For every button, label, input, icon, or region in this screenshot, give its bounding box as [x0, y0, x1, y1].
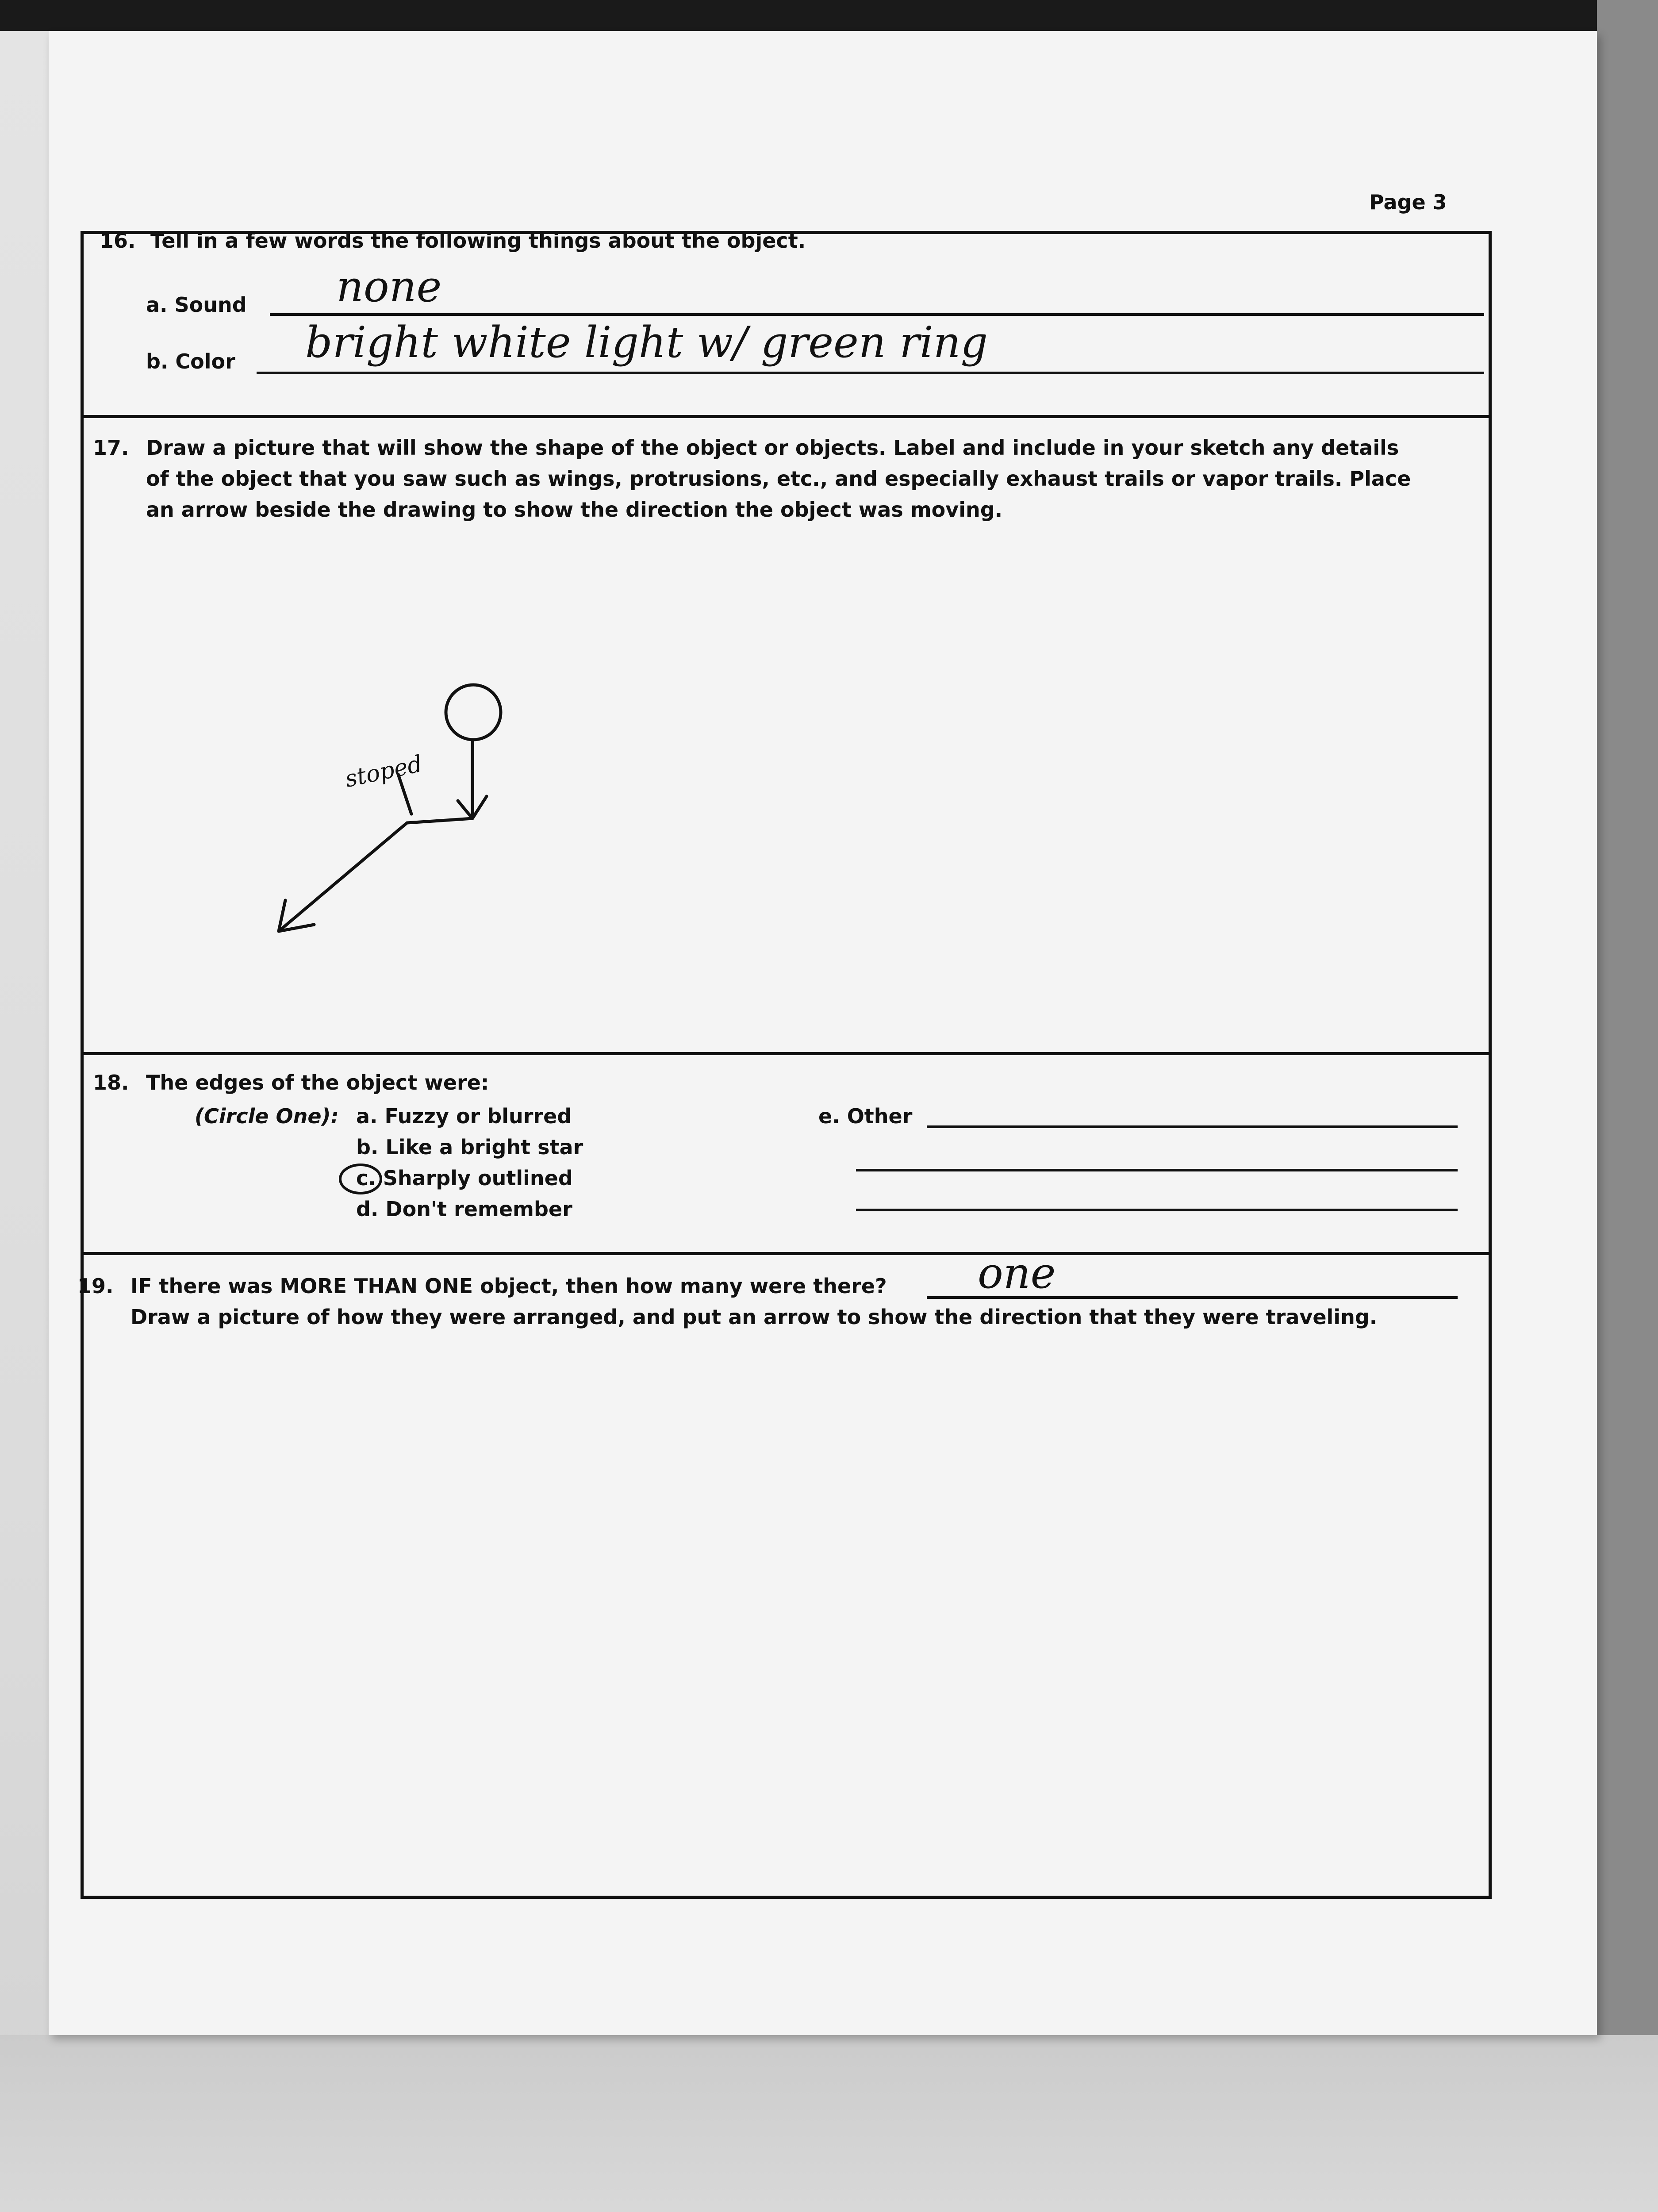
q17-sketch-label: stoped [342, 750, 425, 793]
q16-number: 16. [100, 229, 136, 253]
underlying-page [0, 2035, 1658, 2212]
q17-line1: Draw a picture that will show the shape of the object or objects. Label and include in your sketch any details [146, 436, 1399, 460]
q18-circle-one: (Circle One): [195, 1104, 339, 1128]
q17-sketch [261, 672, 571, 960]
q16-sound-line [270, 313, 1484, 316]
q16-prompt: Tell in a few words the following things about the object. [150, 229, 806, 253]
q18-other-label: e. Other [818, 1104, 913, 1128]
q16-color-line [257, 372, 1484, 374]
q19-line1: IF there was MORE THAN ONE object, then how many were there? [130, 1274, 887, 1298]
q19-answer[interactable]: one [978, 1248, 1056, 1298]
q18-option-b[interactable]: b. Like a bright star [356, 1135, 583, 1159]
divider-16-17 [81, 415, 1492, 418]
object-circle [446, 685, 501, 740]
q18-option-a[interactable]: a. Fuzzy or blurred [356, 1104, 572, 1128]
path-horizontal [407, 818, 472, 823]
q19-number: 19. [77, 1274, 114, 1298]
scan-top-edge [0, 0, 1658, 31]
q17-line2: of the object that you saw such as wings, protrusions, etc., and especially exhaust trails or vapor trails. Place [146, 467, 1411, 491]
q18-selection-circle [336, 1161, 385, 1197]
form-page [49, 31, 1597, 2035]
q18-other-line-1[interactable] [927, 1125, 1458, 1128]
q16-color-label: b. Color [146, 349, 235, 373]
q16-sound-answer[interactable]: none [336, 262, 442, 311]
q16-sound-label: a. Sound [146, 293, 247, 317]
q18-other-line-3[interactable] [856, 1209, 1458, 1211]
q16-color-answer[interactable]: bright white light w/ green ring [305, 318, 988, 367]
q19-line2: Draw a picture of how they were arranged, and put an arrow to show the direction that they were traveling. [130, 1305, 1378, 1329]
path-diagonal [279, 823, 407, 931]
q18-prompt: The edges of the object were: [146, 1071, 489, 1094]
page-number: Page 3 [1369, 190, 1447, 214]
divider-18-19 [81, 1252, 1492, 1255]
q18-option-d[interactable]: d. Don't remember [356, 1197, 572, 1221]
scan-right-edge [1597, 0, 1658, 2212]
q17-number: 17. [93, 436, 129, 460]
q18-other-line-2[interactable] [856, 1169, 1458, 1171]
q18-number: 18. [93, 1071, 129, 1094]
q17-line3: an arrow beside the drawing to show the direction the object was moving. [146, 498, 1003, 522]
divider-17-18 [81, 1052, 1492, 1055]
q18-option-c[interactable]: c. Sharply outlined [356, 1166, 573, 1190]
